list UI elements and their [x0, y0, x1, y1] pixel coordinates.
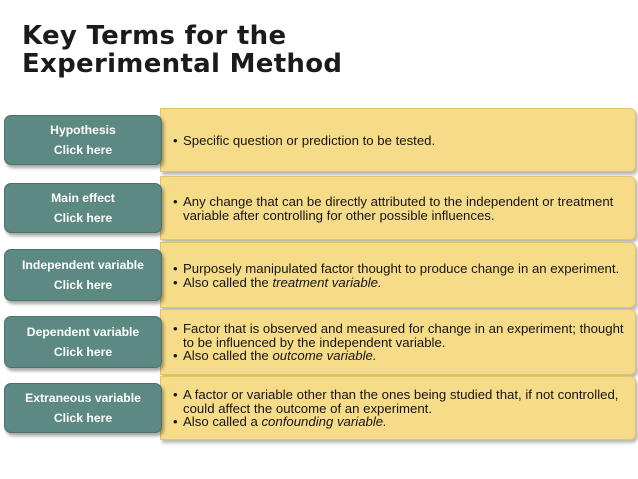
click-here-link[interactable]: Click here — [53, 278, 113, 292]
bullet-icon: • — [173, 348, 178, 364]
title-line-1: Key Terms for the — [22, 21, 287, 51]
bullet-icon: • — [173, 194, 178, 210]
bullet-icon: • — [173, 261, 178, 277]
definition-text: A factor or variable other than the ones being studied that, if not controlled, could affect the outcome of an experiment. — [183, 387, 619, 416]
term-name: Dependent variable — [26, 325, 140, 339]
click-here-link[interactable]: Click here — [53, 345, 113, 359]
definition-bullet — [173, 415, 625, 428]
definition-bullet — [173, 322, 625, 349]
term-row-dependent-variable — [0, 309, 638, 375]
term-row-hypothesis — [0, 108, 638, 172]
definition-text: Factor that is observed and measured for change in an experiment; thought to be influenced by the independent variable. — [183, 321, 624, 350]
definition-box-extraneous-variable — [160, 376, 636, 440]
definition-bullet — [173, 276, 625, 289]
title-line-2: Experimental Method — [22, 49, 343, 79]
definition-text: Purposely manipulated factor thought to produce change in an experiment. — [183, 261, 620, 277]
definition-bullet — [173, 134, 625, 147]
term-row-independent-variable — [0, 242, 638, 308]
term-button-extraneous-variable[interactable] — [4, 383, 162, 433]
term-name: Extraneous variable — [25, 391, 141, 405]
definition-text: Specific question or prediction to be tested. — [183, 132, 436, 148]
term-row-extraneous-variable — [0, 376, 638, 440]
definition-box-independent-variable — [160, 242, 636, 308]
bullet-icon: • — [173, 274, 178, 290]
term-button-main-effect[interactable] — [4, 183, 162, 233]
term-row-main-effect — [0, 176, 638, 240]
definition-box-dependent-variable — [160, 309, 636, 375]
definition-emphasis: treatment variable. — [272, 274, 382, 290]
definition-text: Also called the — [183, 348, 273, 364]
definition-box-hypothesis — [160, 108, 636, 172]
definition-bullet — [173, 349, 625, 362]
definition-bullet — [173, 388, 625, 415]
bullet-icon: • — [173, 321, 178, 337]
definition-bullet — [173, 195, 625, 222]
term-name: Main effect — [51, 191, 115, 205]
definition-bullet — [173, 262, 625, 275]
bullet-icon: • — [173, 387, 178, 403]
definition-emphasis: confounding variable. — [261, 414, 387, 430]
click-here-link[interactable]: Click here — [53, 143, 113, 157]
term-button-hypothesis[interactable] — [4, 115, 162, 165]
slide-title — [22, 22, 342, 78]
click-here-link[interactable]: Click here — [53, 211, 113, 225]
term-button-dependent-variable[interactable] — [4, 316, 162, 368]
click-here-link[interactable]: Click here — [53, 411, 113, 425]
term-name: Independent variable — [22, 258, 144, 272]
definition-box-main-effect — [160, 176, 636, 240]
definition-emphasis: outcome variable. — [272, 348, 377, 364]
term-name: Hypothesis — [50, 123, 116, 137]
bullet-icon: • — [173, 414, 178, 430]
term-button-independent-variable[interactable] — [4, 249, 162, 301]
definition-text: Also called the — [183, 274, 273, 290]
definition-text: Also called a — [183, 414, 262, 430]
bullet-icon: • — [173, 132, 178, 148]
definition-text: Any change that can be directly attributed to the independent or treatment variable after controlling for other possible influences. — [183, 194, 614, 223]
